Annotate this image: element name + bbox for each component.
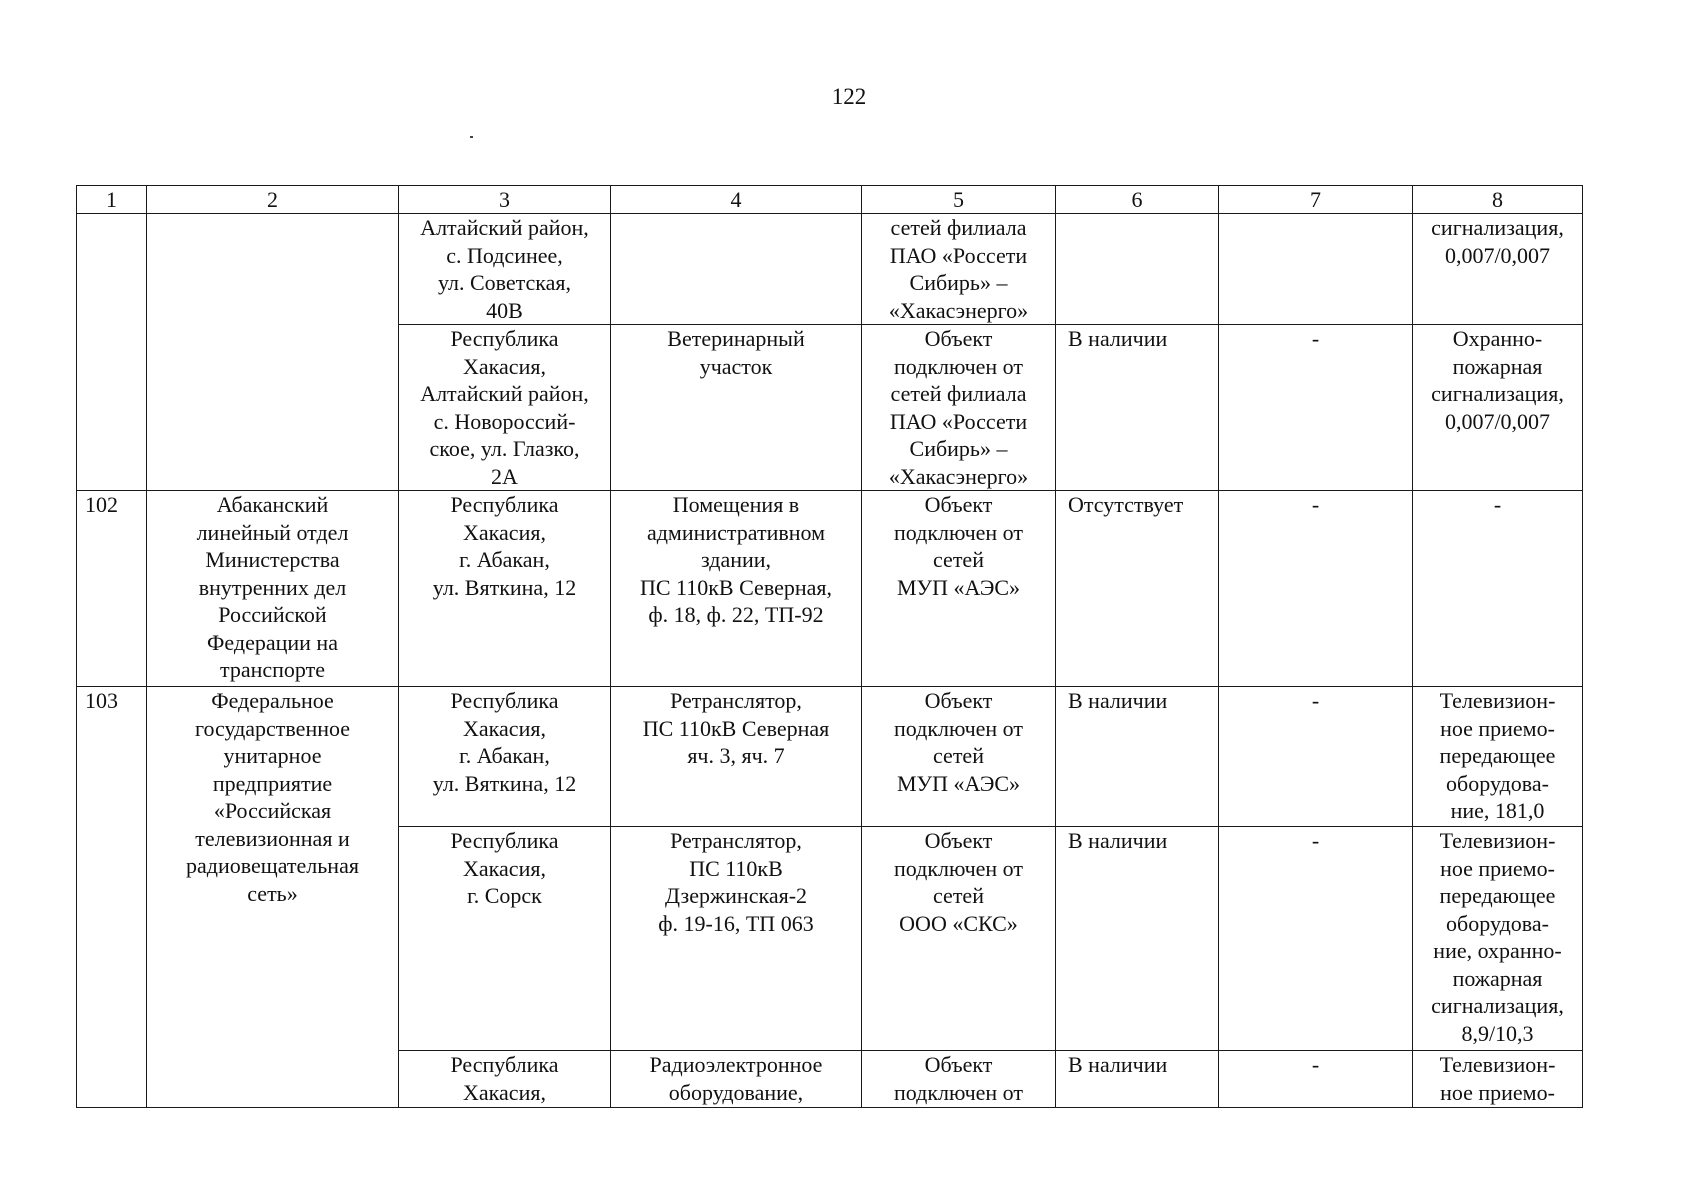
row-number-cell (77, 214, 147, 491)
table-header-row (77, 186, 1583, 214)
equipment-cell: Телевизион- ное приемо- передающее оборудова- ние, 181,0 (1413, 687, 1583, 827)
column-header-2: 2 (147, 186, 399, 214)
column-7-cell: - (1219, 325, 1413, 491)
connection-cell: Объект подключен от сетей филиала ПАО «Россети Сибирь» – «Хакасэнерго» (862, 325, 1056, 491)
availability-cell (1056, 214, 1219, 325)
equipment-cell: Охранно- пожарная сигнализация, 0,007/0,007 (1413, 325, 1583, 491)
equipment-cell: Телевизион- ное приемо- передающее оборудова- ние, охранно- пожарная сигнализация, 8,9/10,3 (1413, 827, 1583, 1051)
column-7-cell: - (1219, 687, 1413, 827)
column-7-cell: - (1219, 827, 1413, 1051)
object-cell: Ретранслятор, ПС 110кВ Северная яч. 3, яч. 7 (611, 687, 862, 827)
organization-cell: Федеральное государственное унитарное предприятие «Российская телевизионная и радиовещательная сеть» (147, 687, 399, 1108)
column-header-4: 4 (611, 186, 862, 214)
availability-cell: В наличии (1056, 827, 1219, 1051)
column-7-cell: - (1219, 491, 1413, 687)
availability-cell: В наличии (1056, 325, 1219, 491)
organization-cell: Абаканский линейный отдел Министерства внутренних дел Российской Федерации на транспорте (147, 491, 399, 687)
connection-cell: Объект подключен от сетей ООО «СКС» (862, 827, 1056, 1051)
address-cell: Республика Хакасия, г. Абакан, ул. Вяткина, 12 (399, 491, 611, 687)
table-row (77, 491, 1583, 687)
connection-cell: Объект подключен от сетей МУП «АЭС» (862, 687, 1056, 827)
availability-cell: В наличии (1056, 687, 1219, 827)
column-header-1: 1 (77, 186, 147, 214)
connection-cell: Объект подключен от (862, 1051, 1056, 1108)
object-cell: Помещения в административном здании, ПС 110кВ Северная, ф. 18, ф. 22, ТП-92 (611, 491, 862, 687)
address-cell: Алтайский район, с. Подсинее, ул. Советская, 40В (399, 214, 611, 325)
column-header-6: 6 (1056, 186, 1219, 214)
equipment-cell: - (1413, 491, 1583, 687)
scan-artifact-dot (470, 136, 473, 138)
object-cell: Ветеринарный участок (611, 325, 862, 491)
availability-cell: В наличии (1056, 1051, 1219, 1108)
column-header-3: 3 (399, 186, 611, 214)
row-number-cell: 103 (77, 687, 147, 1108)
page-number: 122 (831, 84, 867, 109)
connection-cell: Объект подключен от сетей МУП «АЭС» (862, 491, 1056, 687)
equipment-cell: Телевизион- ное приемо- (1413, 1051, 1583, 1108)
address-cell: Республика Хакасия, (399, 1051, 611, 1108)
column-7-cell (1219, 214, 1413, 325)
facilities-table (76, 185, 1583, 1108)
address-cell: Республика Хакасия, Алтайский район, с. Новороссий- ское, ул. Глазко, 2А (399, 325, 611, 491)
object-cell: Радиоэлектронное оборудование, (611, 1051, 862, 1108)
address-cell: Республика Хакасия, г. Абакан, ул. Вяткина, 12 (399, 687, 611, 827)
column-header-8: 8 (1413, 186, 1583, 214)
row-number-cell: 102 (77, 491, 147, 687)
table-row (77, 687, 1583, 827)
connection-cell: сетей филиала ПАО «Россети Сибирь» – «Хакасэнерго» (862, 214, 1056, 325)
equipment-cell: сигнализация, 0,007/0,007 (1413, 214, 1583, 325)
object-cell: Ретранслятор, ПС 110кВ Дзержинская-2 ф. 19-16, ТП 063 (611, 827, 862, 1051)
column-header-5: 5 (862, 186, 1056, 214)
object-cell (611, 214, 862, 325)
organization-cell (147, 214, 399, 491)
table-row (77, 214, 1583, 325)
availability-cell: Отсутствует (1056, 491, 1219, 687)
column-7-cell: - (1219, 1051, 1413, 1108)
column-header-7: 7 (1219, 186, 1413, 214)
address-cell: Республика Хакасия, г. Сорск (399, 827, 611, 1051)
